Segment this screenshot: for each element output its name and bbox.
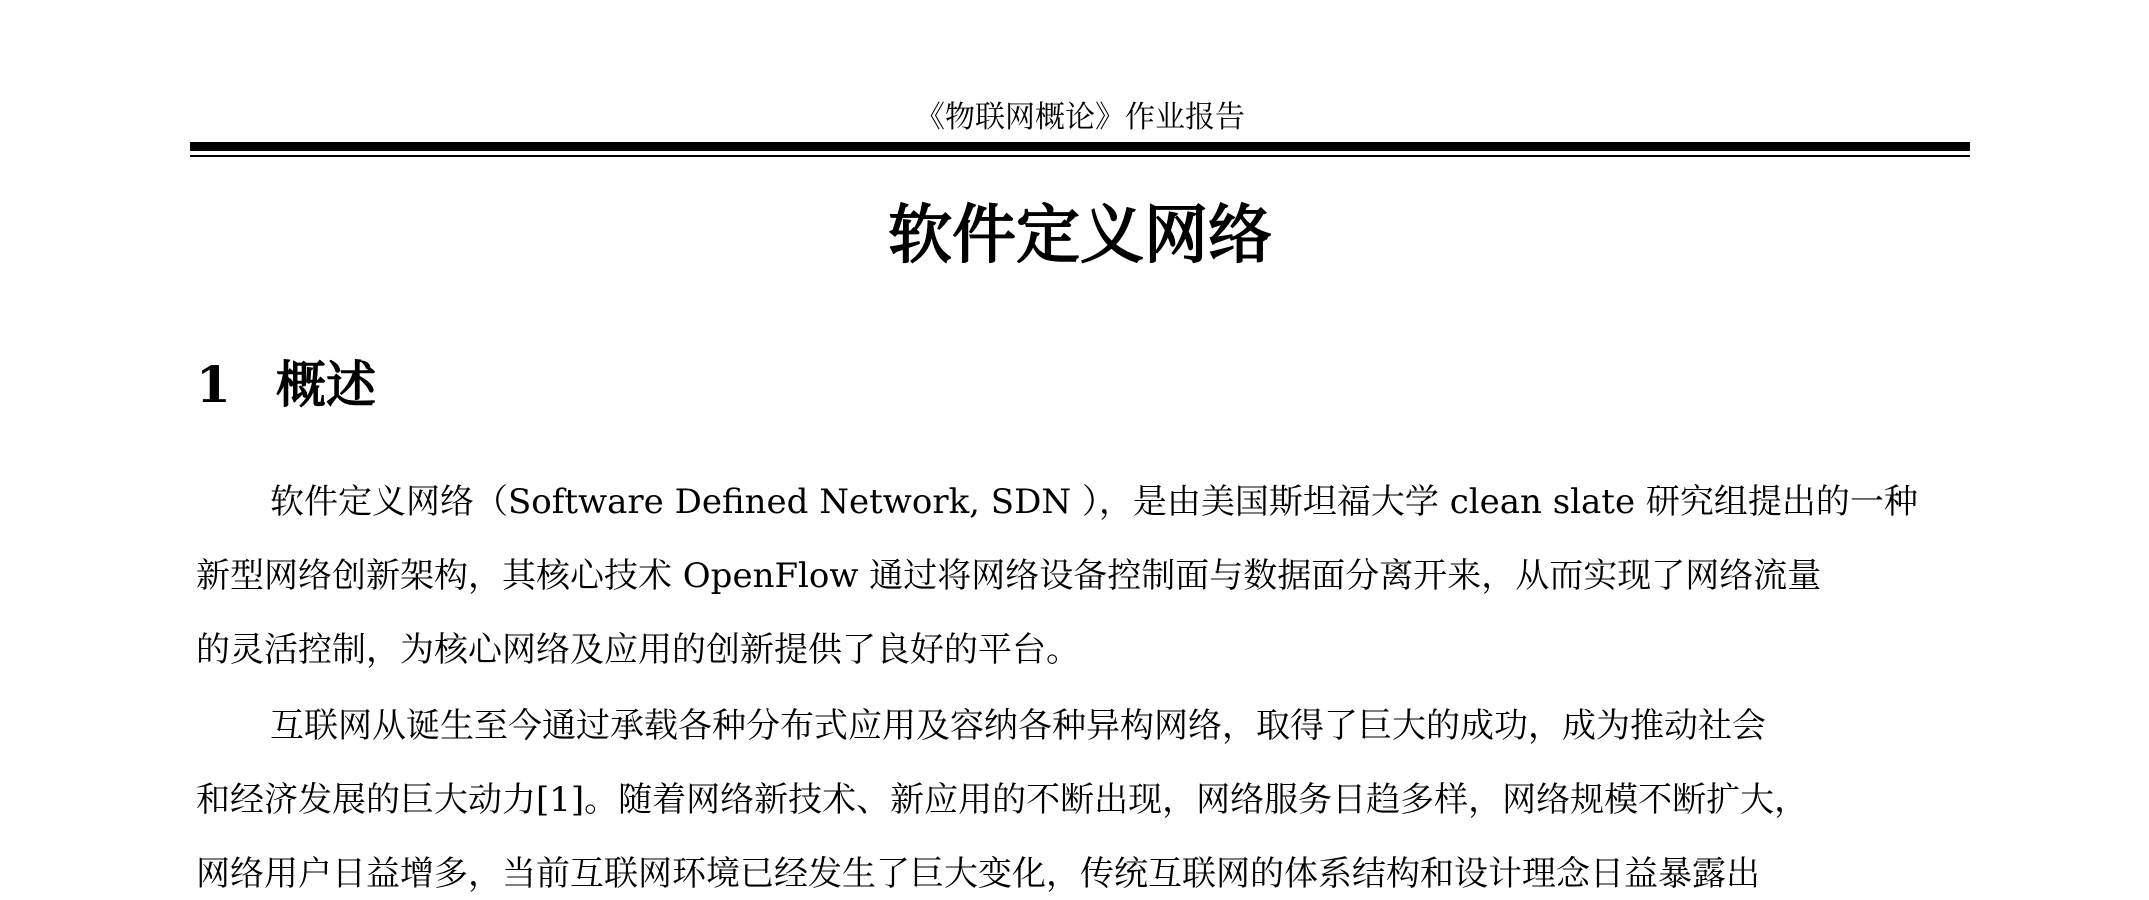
header-rule-thin — [190, 155, 1970, 157]
header-rule-thick — [190, 142, 1970, 151]
section-number: 1 — [196, 355, 231, 414]
paragraph-line: 网络用户日益增多，当前互联网环境已经发生了巨大变化，传统互联网的体系结构和设计理念日益暴露出 — [196, 854, 1760, 894]
running-header: 《物联网概论》作业报告 — [915, 100, 1245, 135]
paragraph-line: 互联网从诞生至今通过承载各种分布式应用及容纳各种异构网络，取得了巨大的成功，成为推动社会 — [270, 706, 1766, 746]
document-title: 软件定义网络 — [888, 198, 1272, 273]
paragraph-line: 软件定义网络（Software Defined Network, SDN ），是由美国斯坦福大学 clean slate 研究组提出的一种 — [270, 482, 1918, 522]
paragraph-line: 新型网络创新架构，其核心技术 OpenFlow 通过将网络设备控制面与数据面分离开来，从而实现了网络流量 — [196, 556, 1822, 596]
section-heading — [196, 350, 376, 420]
paragraph-line: 的灵活控制，为核心网络及应用的创新提供了良好的平台。 — [196, 630, 1080, 670]
section-title: 概述 — [276, 355, 376, 414]
paragraph-line: 和经济发展的巨大动力[1]。随着网络新技术、新应用的不断出现，网络服务日趋多样，网络规模不断扩大， — [196, 780, 1809, 820]
